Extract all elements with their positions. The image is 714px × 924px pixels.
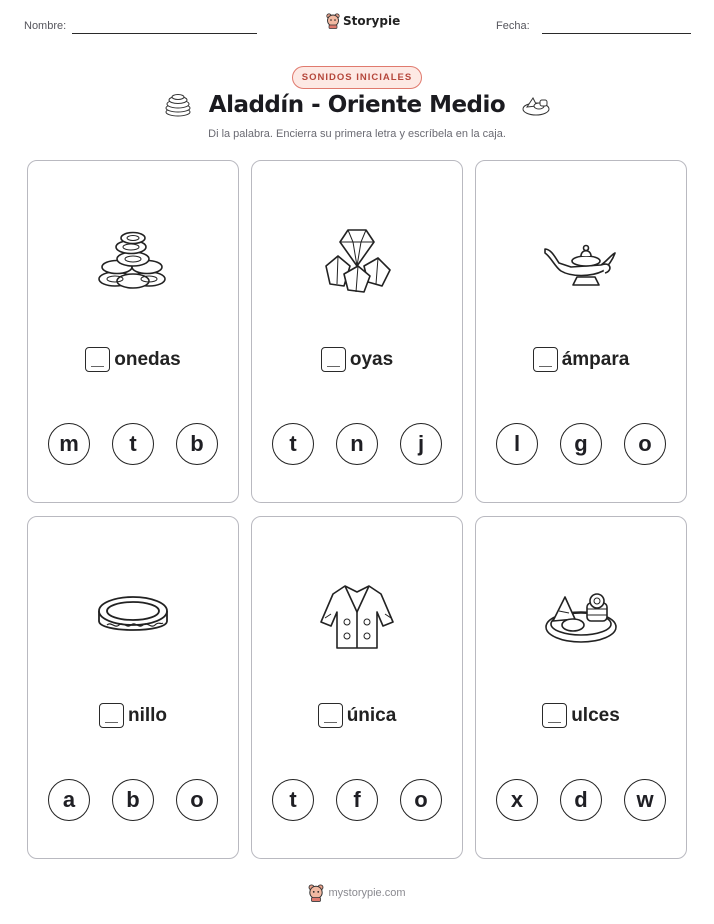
word-row — [252, 347, 462, 372]
letter-options — [252, 423, 462, 465]
letter-option[interactable]: b — [112, 779, 154, 821]
word-card — [27, 160, 239, 503]
page-title: Aladdín - Oriente Medio — [208, 92, 506, 118]
footer-link[interactable]: mystorypie.com — [328, 887, 406, 899]
category-badge: SONIDOS INICIALES — [292, 66, 422, 89]
card-image — [476, 579, 686, 655]
letter-option[interactable]: n — [336, 423, 378, 465]
partial-word: ulces — [571, 704, 620, 726]
letter-option[interactable]: a — [48, 779, 90, 821]
brand-logo — [326, 13, 400, 29]
letter-option[interactable]: t — [272, 779, 314, 821]
letter-option[interactable]: d — [560, 779, 602, 821]
word-row — [28, 703, 238, 728]
letter-option[interactable]: o — [400, 779, 442, 821]
date-line[interactable] — [542, 33, 691, 34]
letter-option[interactable]: t — [112, 423, 154, 465]
letter-options — [28, 423, 238, 465]
name-label: Nombre: — [24, 20, 67, 32]
letter-option[interactable]: l — [496, 423, 538, 465]
word-card — [251, 160, 463, 503]
sweets-icon — [521, 92, 551, 118]
word-card — [475, 516, 687, 859]
lamp-icon — [541, 231, 621, 291]
letter-option[interactable]: g — [560, 423, 602, 465]
answer-box[interactable] — [533, 347, 558, 372]
card-image — [476, 223, 686, 299]
partial-word: oyas — [349, 348, 394, 370]
title-row — [0, 92, 714, 118]
word-card — [475, 160, 687, 503]
partial-word: nillo — [127, 704, 168, 726]
card-image — [28, 223, 238, 299]
letter-options — [28, 779, 238, 821]
word-row — [252, 703, 462, 728]
word-card — [27, 516, 239, 859]
card-image — [252, 223, 462, 299]
coins-icon — [95, 229, 171, 293]
answer-box[interactable] — [321, 347, 346, 372]
word-row — [476, 347, 686, 372]
word-row — [476, 703, 686, 728]
answer-box[interactable] — [318, 703, 343, 728]
bear-icon — [326, 13, 340, 29]
ring-icon — [95, 589, 171, 645]
letter-option[interactable]: o — [624, 423, 666, 465]
robe-icon — [319, 582, 395, 652]
letter-option[interactable]: t — [272, 423, 314, 465]
word-row — [28, 347, 238, 372]
letter-option[interactable]: o — [176, 779, 218, 821]
footer — [0, 884, 714, 902]
brand-name: Storypie — [343, 14, 401, 28]
card-image — [28, 579, 238, 655]
coins-icon — [163, 92, 193, 118]
sweets-icon — [543, 589, 619, 645]
partial-word: ámpara — [561, 348, 630, 370]
bear-icon — [308, 884, 324, 902]
answer-box[interactable] — [99, 703, 124, 728]
partial-word: única — [346, 704, 397, 726]
letter-option[interactable]: x — [496, 779, 538, 821]
name-line[interactable] — [72, 33, 257, 34]
letter-option[interactable]: b — [176, 423, 218, 465]
jewels-icon — [320, 226, 394, 296]
instructions: Di la palabra. Encierra su primera letra y escríbela en la caja. — [208, 128, 506, 140]
date-label: Fecha: — [496, 20, 530, 32]
partial-word: onedas — [114, 348, 181, 370]
letter-option[interactable]: m — [48, 423, 90, 465]
letter-option[interactable]: j — [400, 423, 442, 465]
letter-options — [476, 423, 686, 465]
letter-options — [476, 779, 686, 821]
word-card — [251, 516, 463, 859]
answer-box[interactable] — [85, 347, 110, 372]
letter-option[interactable]: f — [336, 779, 378, 821]
letter-option[interactable]: w — [624, 779, 666, 821]
card-image — [252, 579, 462, 655]
letter-options — [252, 779, 462, 821]
answer-box[interactable] — [542, 703, 567, 728]
